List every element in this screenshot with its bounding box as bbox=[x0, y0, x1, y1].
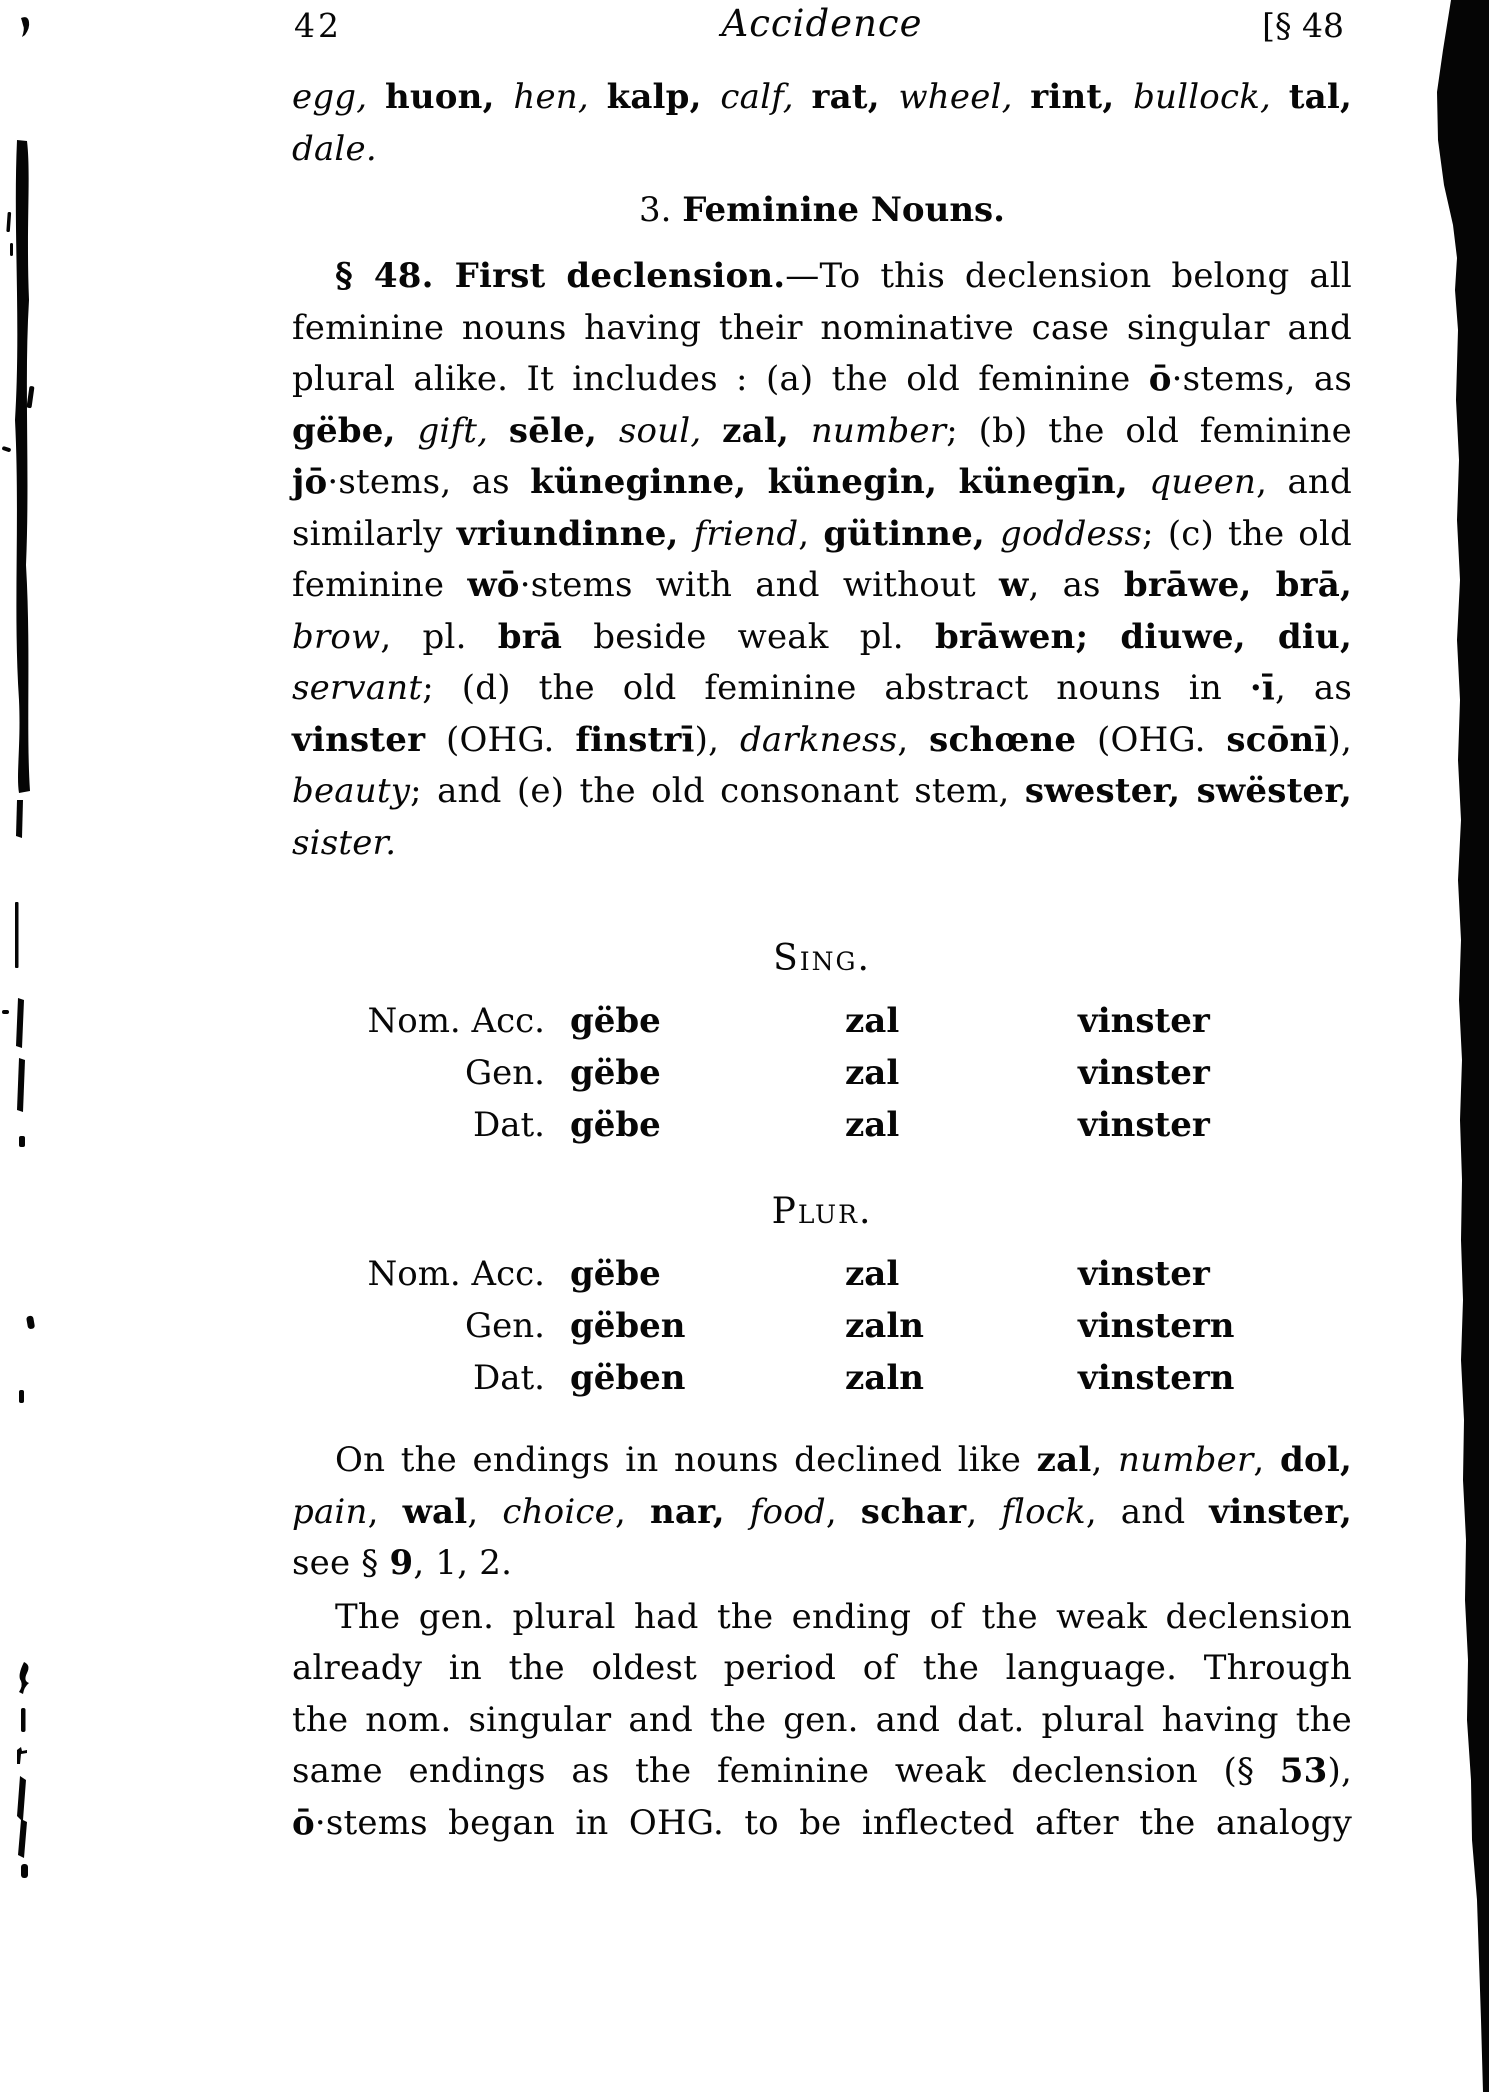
table-caption-singular: Sing. bbox=[773, 938, 871, 979]
text-line bbox=[292, 354, 1352, 406]
text-segment: finstrī bbox=[575, 719, 695, 760]
paradigm-word: vinstern bbox=[1078, 1358, 1235, 1398]
text-segment: ), bbox=[694, 719, 740, 760]
text-segment: , bbox=[467, 1491, 503, 1532]
text-segment: wheel, bbox=[898, 77, 1031, 117]
text-segment: , bbox=[897, 719, 930, 760]
paradigm-word: vinster bbox=[1078, 1254, 1210, 1294]
paradigm-word: gëbe bbox=[570, 1053, 661, 1093]
case-label: Gen. bbox=[465, 1053, 545, 1093]
text-line bbox=[292, 1435, 1352, 1487]
text-segment: , bbox=[1091, 1440, 1119, 1480]
text-segment: beauty bbox=[292, 771, 411, 811]
paradigm-word: gëbe bbox=[570, 1254, 661, 1294]
running-title: Accidence bbox=[721, 2, 923, 45]
text-segment: jō bbox=[292, 462, 328, 502]
text-segment: nar, bbox=[649, 1491, 750, 1532]
text-line bbox=[292, 72, 1352, 124]
text-segment: brow bbox=[292, 616, 381, 657]
text-line bbox=[292, 560, 1352, 612]
table-row bbox=[292, 1300, 1352, 1352]
text-segment: wō bbox=[467, 565, 520, 605]
text-segment: kalp, bbox=[606, 77, 721, 117]
text-segment: w bbox=[998, 565, 1029, 605]
paradigm-word: vinster bbox=[1078, 1001, 1210, 1041]
text-segment: schœne bbox=[929, 719, 1077, 760]
text-segment: swester, swëster, bbox=[1024, 771, 1352, 811]
text-segment: vriundinne, bbox=[456, 513, 694, 554]
text-segment: , bbox=[798, 513, 824, 554]
text-segment: see § bbox=[292, 1543, 390, 1583]
table-row bbox=[292, 1248, 1352, 1300]
text-segment: , bbox=[966, 1491, 1002, 1532]
text-segment: ·stems began in OHG. to be inflected after the analogy bbox=[314, 1802, 1352, 1843]
text-segment: ·stems, as bbox=[1171, 359, 1352, 399]
text-segment: food bbox=[749, 1491, 826, 1532]
scan-artifact-left-margin bbox=[0, 0, 70, 2092]
text-segment: pain bbox=[292, 1491, 368, 1532]
text-segment: gëbe, bbox=[292, 410, 418, 451]
text-segment: ), bbox=[1327, 719, 1353, 760]
paragraph-gen-plural bbox=[292, 1592, 1352, 1850]
text-segment: scōnī bbox=[1226, 719, 1328, 760]
text-segment: darkness bbox=[739, 719, 898, 760]
case-label: Gen. bbox=[465, 1306, 545, 1346]
section-heading bbox=[292, 190, 1352, 230]
text-line bbox=[292, 766, 1352, 818]
text-segment: ·stems, as bbox=[327, 462, 531, 502]
case-label: Dat. bbox=[472, 1358, 545, 1398]
text-segment: ō bbox=[1148, 359, 1172, 399]
text-segment: —To this declension belong all bbox=[785, 256, 1352, 296]
paragraph-on-endings bbox=[292, 1435, 1352, 1590]
text-segment: flock bbox=[1001, 1491, 1086, 1532]
case-label: Dat. bbox=[472, 1105, 545, 1145]
text-line bbox=[292, 612, 1352, 664]
paradigm-word: zal bbox=[845, 1105, 900, 1145]
table-row bbox=[292, 1099, 1352, 1151]
text-line bbox=[292, 715, 1352, 767]
page-header bbox=[292, 0, 1352, 56]
paradigm-word: zal bbox=[845, 1254, 900, 1294]
declension-table-singular bbox=[292, 937, 1352, 1151]
text-line bbox=[292, 251, 1352, 303]
text-segment: rint, bbox=[1030, 77, 1134, 117]
text-segment: calf, bbox=[720, 77, 812, 117]
text-line bbox=[292, 457, 1352, 509]
paradigm-word: gëben bbox=[570, 1306, 686, 1346]
text-line bbox=[292, 1487, 1352, 1539]
text-segment: ·ī bbox=[1249, 668, 1275, 708]
table-caption-plural: Plur. bbox=[771, 1191, 873, 1232]
text-segment: , and bbox=[1256, 462, 1352, 502]
case-label: Nom. Acc. bbox=[367, 1254, 545, 1294]
text-segment: feminine nouns having their nominative case singular and bbox=[292, 307, 1352, 348]
scan-artifact-right-edge bbox=[1429, 0, 1489, 2092]
paradigm-word: vinster bbox=[1078, 1053, 1210, 1093]
paradigm-word: gëbe bbox=[570, 1001, 661, 1041]
text-segment: feminine bbox=[292, 565, 468, 605]
text-segment: brā bbox=[497, 616, 563, 657]
text-segment: (OHG. bbox=[425, 719, 576, 760]
text-segment: Feminine Nouns. bbox=[682, 190, 1006, 230]
text-segment: dol, bbox=[1279, 1440, 1352, 1480]
text-segment: tal, bbox=[1288, 77, 1353, 117]
text-segment: , and bbox=[1085, 1491, 1210, 1532]
text-line bbox=[292, 1592, 1352, 1644]
text-segment: 9 bbox=[389, 1543, 414, 1583]
text-segment: wal bbox=[402, 1491, 468, 1532]
section-reference: [§ 48 bbox=[1262, 6, 1344, 45]
text-segment: The gen. plural had the ending of the weak declension bbox=[335, 1596, 1352, 1637]
paragraph-48-first-declension bbox=[292, 251, 1352, 869]
text-segment: ), bbox=[1327, 1751, 1352, 1791]
text-segment: queen bbox=[1149, 462, 1257, 502]
table-row bbox=[292, 1352, 1352, 1404]
text-segment: ·stems with and without bbox=[519, 565, 999, 605]
paradigm-word: zaln bbox=[845, 1358, 924, 1398]
paradigm-word: zaln bbox=[845, 1306, 924, 1346]
text-line bbox=[292, 1746, 1352, 1798]
text-segment: the nom. singular and the gen. and dat. plural having the bbox=[292, 1699, 1352, 1740]
text-segment: , bbox=[615, 1491, 650, 1532]
text-segment: ; (d) the old feminine abstract nouns in bbox=[422, 668, 1250, 708]
text-segment: ; (c) the old bbox=[1142, 513, 1353, 554]
text-segment: schar bbox=[860, 1491, 967, 1532]
text-line bbox=[292, 1695, 1352, 1747]
text-segment: , bbox=[825, 1491, 861, 1532]
text-line bbox=[292, 818, 1352, 870]
text-segment: goddess bbox=[999, 513, 1143, 554]
text-segment: vinster, bbox=[1209, 1491, 1353, 1532]
text-segment: soul, bbox=[618, 410, 723, 451]
text-segment: , as bbox=[1274, 668, 1352, 708]
text-segment: brāwen; diuwe, diu, bbox=[934, 616, 1352, 657]
text-segment: already in the oldest period of the language. Through bbox=[292, 1648, 1352, 1688]
paradigm-word: zal bbox=[845, 1001, 900, 1041]
text-segment: choice bbox=[502, 1491, 615, 1532]
paradigm-word: zal bbox=[845, 1053, 900, 1093]
text-segment: hen, bbox=[513, 77, 607, 117]
text-segment: plural alike. It includes : (a) the old feminine bbox=[292, 359, 1149, 399]
text-segment: zal, bbox=[722, 410, 811, 451]
text-line bbox=[292, 406, 1352, 458]
paradigm-word: gëbe bbox=[570, 1105, 661, 1145]
text-segment: egg, bbox=[292, 77, 385, 117]
text-segment: , pl. bbox=[380, 616, 498, 657]
case-label: Nom. Acc. bbox=[367, 1001, 545, 1041]
text-segment: , as bbox=[1028, 565, 1124, 605]
text-segment: bullock, bbox=[1133, 77, 1289, 117]
text-segment: , 1, 2. bbox=[413, 1543, 513, 1583]
text-line bbox=[292, 124, 1352, 176]
text-segment: dale. bbox=[292, 128, 377, 169]
text-line bbox=[292, 303, 1352, 355]
text-segment: vinster bbox=[292, 719, 426, 760]
paradigm-word: vinster bbox=[1078, 1105, 1210, 1145]
text-segment: On the endings in nouns declined like bbox=[335, 1440, 1037, 1480]
declension-table-plural bbox=[292, 1190, 1352, 1404]
text-segment: gütinne, bbox=[823, 513, 1000, 554]
text-segment: gift, bbox=[417, 410, 509, 451]
text-segment: zal bbox=[1036, 1440, 1092, 1480]
text-line bbox=[292, 663, 1352, 715]
paragraph-noun-examples bbox=[292, 72, 1352, 175]
text-segment: § 48. First declension. bbox=[335, 256, 786, 296]
text-segment: number bbox=[810, 410, 947, 451]
paradigm-word: vinstern bbox=[1078, 1306, 1235, 1346]
text-segment: rat, bbox=[811, 77, 899, 117]
text-segment: ō bbox=[292, 1802, 315, 1843]
text-line bbox=[292, 1798, 1352, 1850]
text-segment: ; (b) the old feminine bbox=[946, 410, 1353, 451]
text-segment: sēle, bbox=[508, 410, 619, 451]
text-segment: huon, bbox=[384, 77, 514, 117]
table-row bbox=[292, 1047, 1352, 1099]
text-segment: 3. bbox=[638, 190, 683, 230]
text-segment: brāwe, brā, bbox=[1123, 565, 1353, 605]
text-block bbox=[292, 0, 1352, 1849]
paradigm-word: gëben bbox=[570, 1358, 686, 1398]
text-segment: friend bbox=[693, 513, 799, 554]
text-segment: servant bbox=[292, 668, 423, 708]
page-number: 42 bbox=[294, 6, 342, 45]
text-segment: (OHG. bbox=[1076, 719, 1227, 760]
text-segment: küneginne, künegin, künegīn, bbox=[530, 462, 1150, 502]
text-segment: , bbox=[1253, 1440, 1280, 1480]
text-segment: sister. bbox=[292, 822, 397, 863]
text-segment: ; and (e) the old consonant stem, bbox=[410, 771, 1025, 811]
text-segment: 53 bbox=[1279, 1751, 1328, 1791]
text-segment: , bbox=[367, 1491, 403, 1532]
text-segment: similarly bbox=[292, 513, 457, 554]
text-line bbox=[292, 1538, 1352, 1590]
text-line bbox=[292, 509, 1352, 561]
text-segment: same endings as the feminine weak declension (§ bbox=[292, 1751, 1280, 1791]
table-row bbox=[292, 995, 1352, 1047]
text-segment: beside weak pl. bbox=[562, 616, 935, 657]
text-segment: number bbox=[1118, 1440, 1254, 1480]
text-line bbox=[292, 1643, 1352, 1695]
